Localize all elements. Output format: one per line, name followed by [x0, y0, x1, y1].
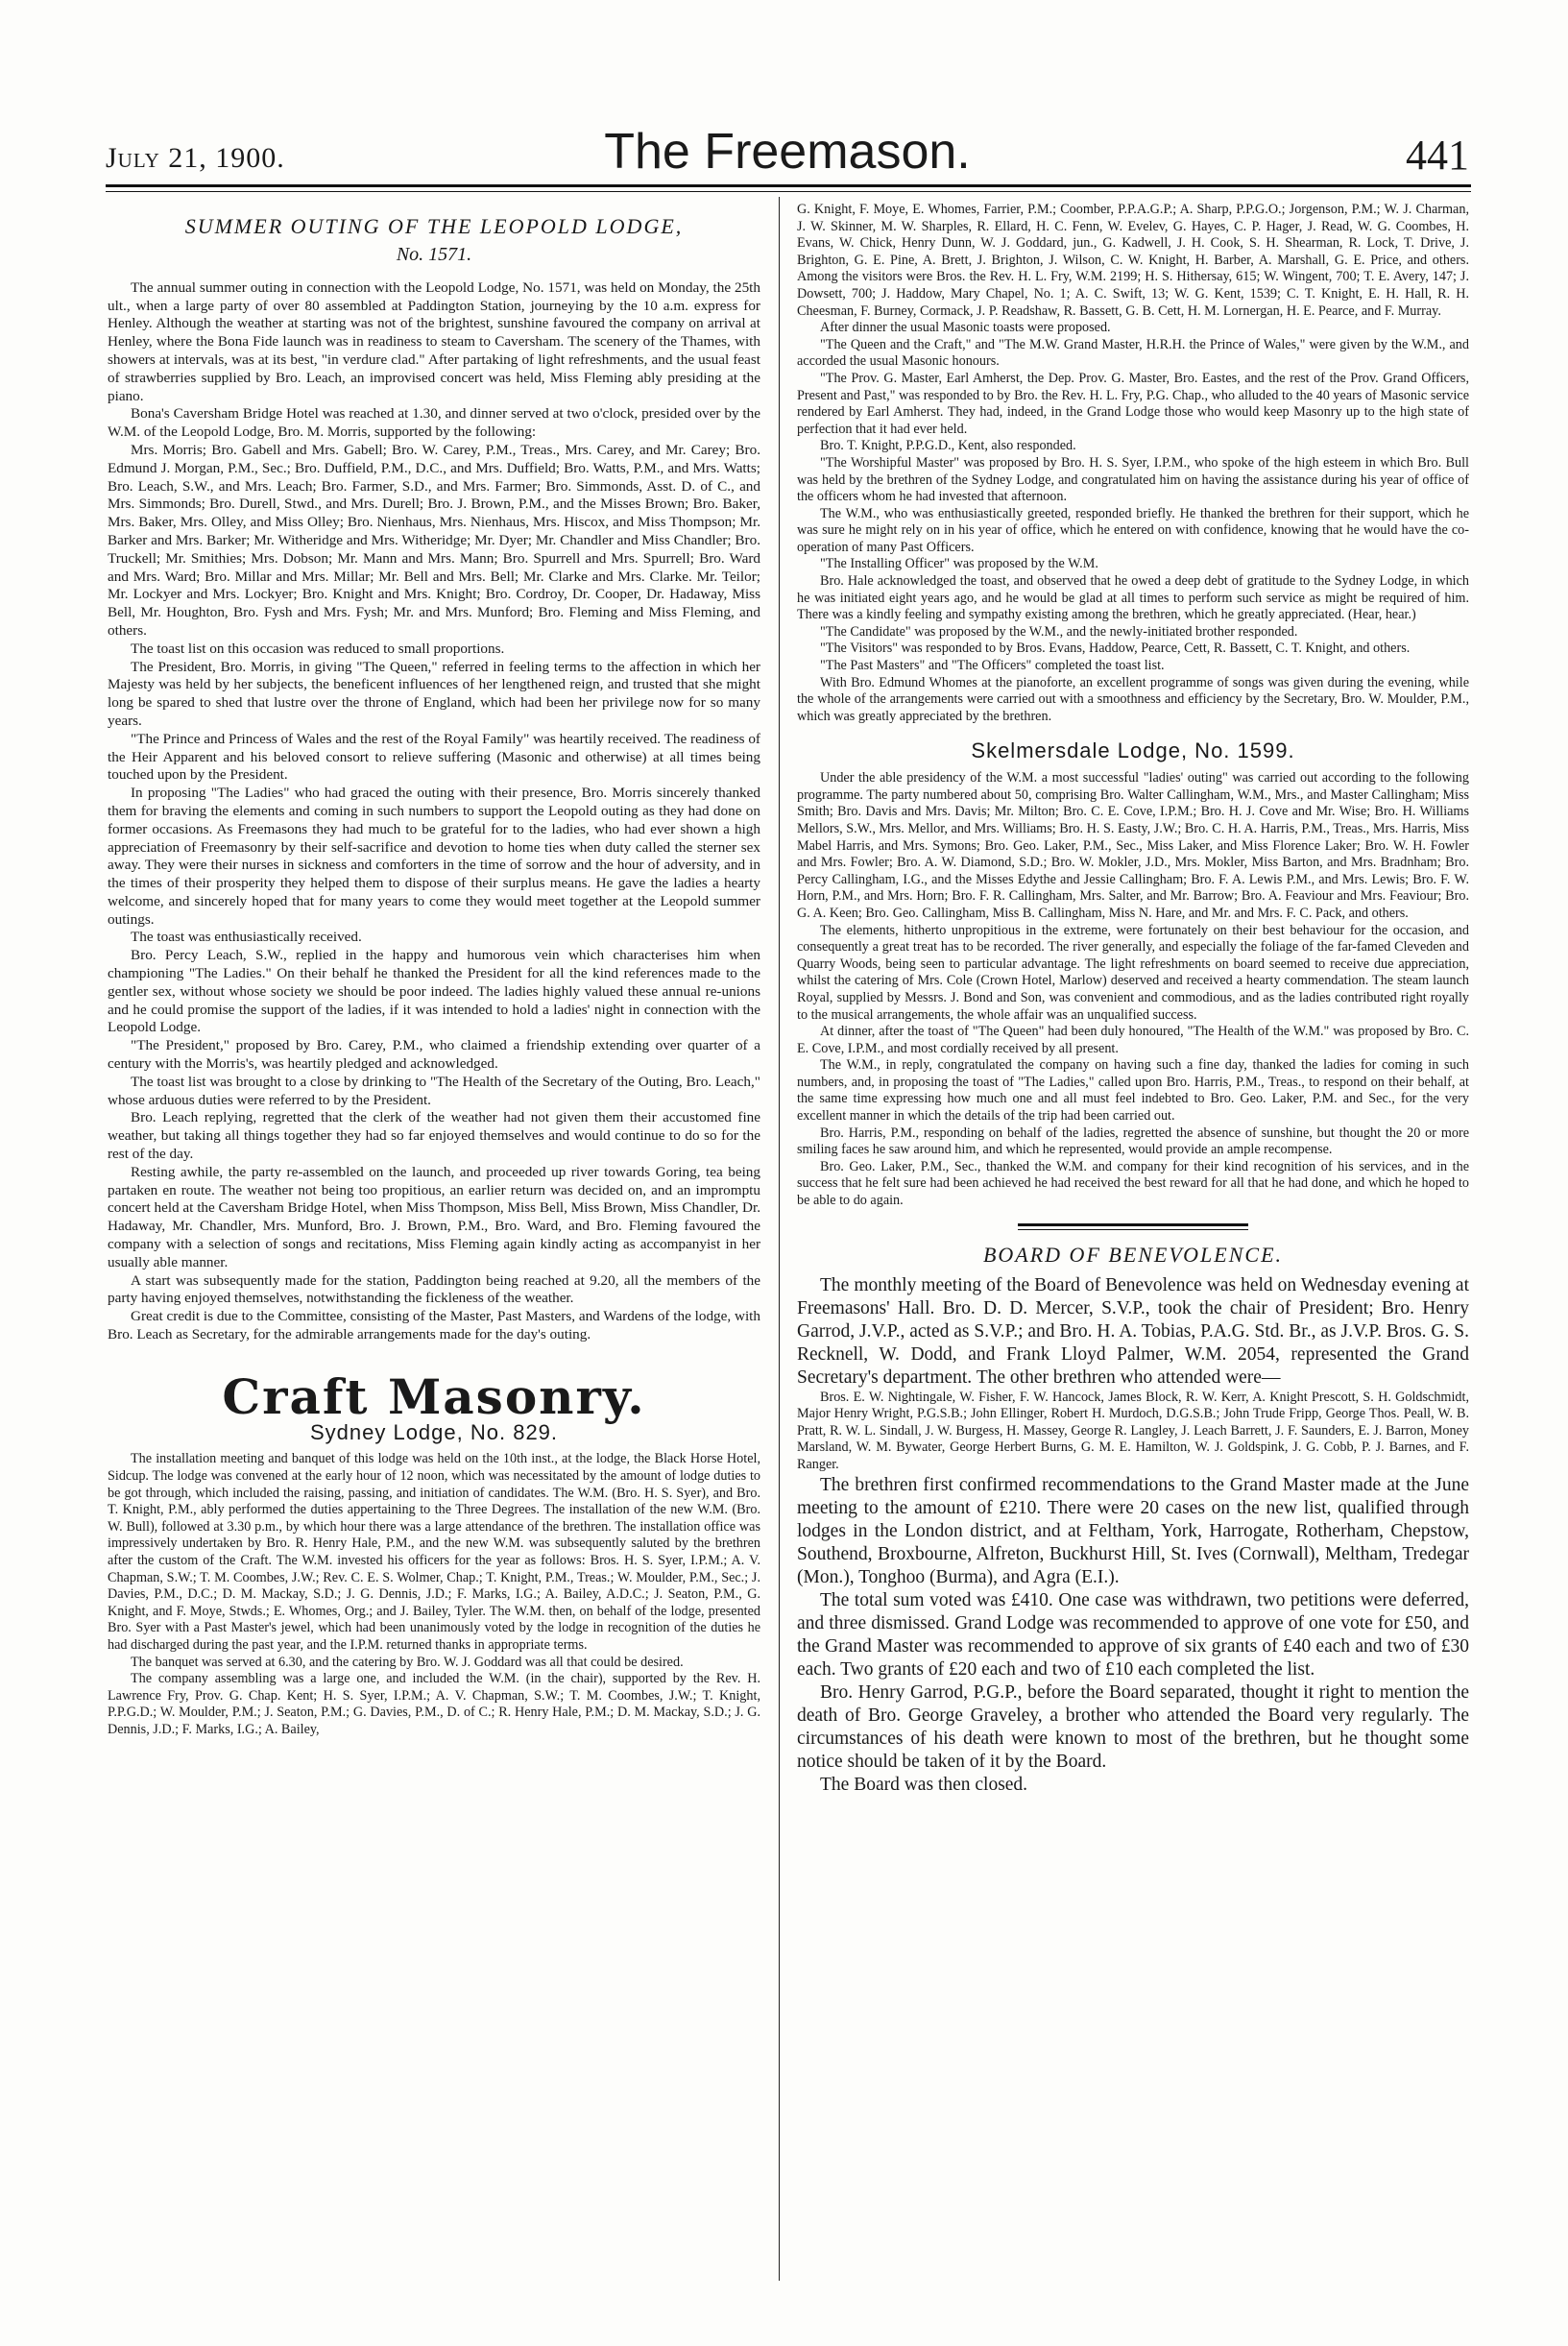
sydney-lodge-heading: Sydney Lodge, No. 829. — [309, 1419, 559, 1444]
article-paragraph: Bro. Henry Garrod, P.G.P., before the Board separated, thought it right to mention the death of Bro. George Graveley, a brother who attended the Board very regularly. The circumstances of his death were known to most of the brethren, but he thought some notice should be taken of it by the Board. — [797, 1681, 1469, 1772]
issue-date: July 21, 1900. — [106, 142, 285, 174]
left-column — [108, 202, 760, 1739]
article-paragraph: The Board was then closed. — [820, 1774, 1028, 1795]
article-paragraph: "The Visitors" was responded to by Bros. Evans, Haddow, Pearce, Cett, R. Bassett, C. T. Knight, and others. — [820, 641, 1411, 657]
article-paragraph: The toast was enthusiastically received. — [131, 929, 362, 946]
article-paragraph: The W.M., who was enthusiastically greeted, responded briefly. He thanked the brethren for their support, which he was sure he might rely on in his year of office, which he entered on with confidence, knowing that he would have the co-operation of many Past Officers. — [797, 505, 1469, 555]
page-number: 441 — [1406, 132, 1469, 179]
newspaper-title: The Freemason. — [604, 124, 971, 180]
column-divider — [779, 197, 780, 2281]
article-paragraph: Mrs. Morris; Bro. Gabell and Mrs. Gabell; Bro. W. Carey, P.M., Treas., Mrs. Carey, and Mr. Carey; Bro. Edmund J. Morgan, P.M., Sec.; Bro. Duffield, P.M., D.C., and Mrs. Duffield; Bro. Watts, P.M., and Mrs. Watts; Bro. Leach, S.W., and Mrs. Leach; Bro. Farmer, S.D., and Mrs. Farmer; Bro. Simmonds, Asst. D. of C., and Mrs. Simmonds; Bro. Durell, Stwd., and Mrs. Durell; Bro. J. Brown, P.M., and the Misses Brown; Bro. Baker, Mrs. Baker, Mrs. Olley, and Miss Olley; Bro. Nienhaus, Mrs. Nienhaus, Mrs. Hiscox, and Miss Thompson; Mr. Barker and Mrs. Barker; Mr. Witheridge and Mrs. Witheridge; Mr. Dyer; Mr. Chandler and Miss Chandler; Bro. Truckell; Mr. Smithies; Mrs. Dobson; Mr. Mann and Mrs. Mann; Bro. Spurrell and Mrs. Spurrell; Bro. Ward and Mrs. Ward; Bro. Millar and Mrs. Millar; Mr. Bell and Mrs. Bell; Mr. Clarke and Mrs. Clarke. Mr. Teilor; Mr. Lockyer and Mrs. Lockyer; Bro. Knight and Mrs. Knight; Bro. Cordroy, Dr. Cooper, Dr. Hadaway, Miss Bell, Mr. Houghton, Bro. Fysh and Mrs. Fysh; Mr. and Mrs. Munford; Bro. Fleming and Miss Fleming, and others. — [108, 441, 760, 639]
skelmersdale-lodge-heading: Skelmersdale Lodge, No. 1599. — [971, 738, 1295, 763]
article-paragraph: The toast list on this occasion was reduced to small proportions. — [131, 640, 505, 657]
summer-outing-heading: SUMMER OUTING OF THE LEOPOLD LODGE, — [184, 214, 684, 238]
article-paragraph: "The Worshipful Master" was proposed by Bro. H. S. Syer, I.P.M., who spoke of the high esteem in which Bro. Bull was held by the brethren of the Sydney Lodge, and congratulated him on having the assistance during his year of office of the officers whom he had invested that afternoon. — [797, 454, 1469, 505]
header-rule-thin — [106, 191, 1471, 192]
craft-masonry-heading: Craft Masonry. — [222, 1367, 646, 1425]
right-column — [797, 202, 1469, 1797]
article-paragraph: Bro. Leach replying, regretted that the clerk of the weather had not given them their accustomed fine weather, but taking all things together they had so far enjoyed themselves and would continue to do so for the rest of the day. — [108, 1109, 760, 1163]
article-paragraph: Bro. Harris, P.M., responding on behalf of the ladies, regretted the absence of sunshine, but thought the 20 or more smiling faces he saw around him, and which he represented, would provide an ample recompense. — [797, 1125, 1469, 1158]
benevolence-heading: BOARD OF BENEVOLENCE. — [982, 1242, 1284, 1267]
article-paragraph: After dinner the usual Masonic toasts were proposed. — [820, 320, 1111, 336]
article-paragraph: The installation meeting and banquet of this lodge was held on the 10th inst., at the lodge, the Black Horse Hotel, Sidcup. The lodge was convened at the early hour of 12 noon, which was necessitated by the amount of lodge duties to be got through, which included the raising, passing, and initiation of candidates. The W.M. (Bro. H. S. Syer), and Bro. T. Knight, P.M., ably performed the duties appertaining to the Three Degrees. The installation of the new W.M. (Bro. W. Bull), followed at 3.30 p.m., by which hour there was a large attendance of the brethren. The installation office was impressively undertaken by Bro. R. Henry Hale, P.M., and the new W.M. was subsequently saluted by the brethren after the custom of the Craft. The W.M. invested his officers for the year as follows: Bros. H. S. Syer, I.P.M.; A. V. Chapman, S.W.; T. M. Coombes, J.W.; Rev. C. E. S. Wolmer, Chap.; T. Knight, P.M., Treas.; W. Moulder, P.M., Sec.; J. Davies, P.M., D.C.; D. M. Mackay, S.D.; J. G. Dennis, J.D.; F. Marks, I.G.; A. Bailey, A.D.C.; J. Seaton, P.M., G. Knight, and F. Moye, Stwds.; E. Whomes, Org.; and J. Bailey, Tyler. The W.M. then, on behalf of the lodge, presented Bro. Syer with a Past Master's jewel, which had been unanimously voted by the lodge in recognition of the duties he had discharged during the past year, and the I.P.M. returned thanks in appropriate terms. — [108, 1451, 760, 1653]
article-paragraph: "The Candidate" was proposed by the W.M., and the newly-initiated brother responded. — [820, 623, 1298, 640]
article-paragraph: With Bro. Edmund Whomes at the pianoforte, an excellent programme of songs was given during the evening, while the whole of the arrangements were carried out with a smoothness and efficiency by the Secretary, Bro. W. Moulder, P.M., which was greatly appreciated by the brethren. — [797, 674, 1469, 724]
article-paragraph: The monthly meeting of the Board of Benevolence was held on Wednesday evening at Freemasons' Hall. Bro. D. D. Mercer, S.V.P., took the chair of President; Bro. Henry Garrod, J.V.P., acted as S.V.P.; and Bro. H. A. Tobias, P.A.G. Std. Br., as J.V.P. Bros. G. S. Recknell, W. Dodd, and Frank Lloyd Palmer, W.M. 2054, represented the Grand Secretary's department. The other brethren who attended were— — [797, 1274, 1469, 1388]
article-paragraph: At dinner, after the toast of "The Queen" had been duly honoured, "The Health of the W.M." was proposed by Bro. C. E. Cove, I.P.M., and most cordially received by all present. — [797, 1024, 1469, 1056]
article-paragraph: Bro. Geo. Laker, P.M., Sec., thanked the W.M. and company for their kind recognition of his services, and in the success that he felt sure had been achieved he had received the best reward for all that he had done, and which he hoped to be able to do again. — [797, 1158, 1469, 1209]
article-paragraph: Resting awhile, the party re-assembled on the launch, and proceeded up river towards Goring, tea being partaken en route. The weather not being too propitious, an earlier return was decided on, and an impromptu concert held at the Caversham Bridge Hotel, when Miss Thompson, Miss Bell, Miss Brown, Miss Chandler, Dr. Hadaway, Mr. Chandler, Mrs. Munford, Bro. J. Brown, P.M., Bro. Ward, and Bro. Fleming favoured the company with a selection of songs and recitations, Miss Fleming again kindly acting as accompanyist in her usually able manner. — [108, 1163, 760, 1270]
article-paragraph: Bro. Hale acknowledged the toast, and observed that he owed a deep debt of gratitude to the Sydney Lodge, in which he was initiated eight years ago, and he would be glad at all times to perform such service as might be required of him. There was a kindly feeling and sympathy existing among the brethren, which he greatly appreciated. (Hear, hear.) — [797, 573, 1469, 623]
article-paragraph: "The Queen and the Craft," and "The M.W. Grand Master, H.R.H. the Prince of Wales," were given by the W.M., and accorded the usual Masonic honours. — [797, 336, 1469, 370]
article-paragraph: Under the able presidency of the W.M. a most successful "ladies' outing" was carried out according to the following programme. The party numbered about 50, comprising Bro. Walter Callingham, W.M., Mrs., and Master Callingham; Miss Smith; Bro. Davis and Mrs. Davis; Mr. Milton; Bro. C. E. Cove, I.P.M.; Bro. H. J. Cove and Mr. Wise; Bro. H. Williams Mellors, S.W., Mrs. Mellor, and Mrs. Williams; Bro. H. S. Easty, J.W.; Bro. C. H. A. Harris, P.M., Treas., Mrs. Harris, Miss Mabel Harris, and Mrs. Symons; Bro. Geo. Laker, P.M., Sec., Miss Laker, and Miss Florence Laker; Bro. W. H. Fowler and Mrs. Fowler; Bro. A. W. Diamond, S.D.; Bro. W. Mokler, J.D., Mrs. Mokler, Miss Barton, and Mrs. Bradnham; Bro. Percy Callingham, I.G., and the Misses Edythe and Jessie Callingham; Bro. F. A. Lewis P.M., and Mrs. Lewis; Bro. F. W. Horn, P.M., and Mrs. Horn; Bro. F. R. Callingham, Mrs. Salter, and Mr. Barrow; Bro. A. Feaviour and Mrs. Feaviour; Bro. G. A. Keen; Bro. Geo. Callingham, Miss B. Callingham, Miss N. Hare, and Mr. and Mrs. F. C. Pack, and others. — [797, 770, 1469, 921]
article-paragraph: The brethren first confirmed recommendations to the Grand Master made at the June meeting to the amount of £210. There were 20 cases on the new list, qualified through lodges in the London district, and at Feltham, York, Harrogate, Rotherham, Chepstow, Southend, Broxbourne, Alfreton, Buckhurst Hill, St. Ives (Cornwall), Meltham, Tredegar (Mon.), Tonghoo (Burma), and Agra (E.I.). — [797, 1474, 1469, 1587]
article-paragraph: "The Past Masters" and "The Officers" completed the toast list. — [820, 658, 1165, 674]
article-paragraph: In proposing "The Ladies" who had graced the outing with their presence, Bro. Morris sincerely thanked them for braving the elements and coming in such numbers to support the Leopold outing as they had done on former occasions. As Freemasons they had much to be grateful for to the ladies, who had ever shown a high appreciation of Freemasonry by their self-sacrifice and devotion to home ties when duty called the sterner sex away. They were their nurses in sickness and comforters in the time of sorrow and the hour of adversity, and in the times of their prosperity they helped them to dispose of their surplus means. He gave the ladies a hearty welcome, and sincerely hoped that for many years to come they would meet together at the Leopold summer outings. — [108, 785, 760, 928]
article-paragraph: The total sum voted was £410. One case was withdrawn, two petitions were deferred, and three dismissed. Grand Lodge was recommended to approve of one vote for £50, and the Grand Master was recommended to approve of six grants of £40 each and two of £30 each. Two grants of £20 each and two of £10 each completed the list. — [797, 1589, 1469, 1680]
article-paragraph: Bro. Percy Leach, S.W., replied in the happy and humorous vein which characterises him when championing "The Ladies." On their behalf he thanked the President for all the kind references made to the gentler sex, without whose society we should be poor indeed. The ladies highly valued these annual re-unions and he could promise the support of the ladies, if it was intended to hold a ladies' night in connection with the Leopold Lodge. — [108, 947, 760, 1036]
article-paragraph: The banquet was served at 6.30, and the catering by Bro. W. J. Goddard was all that could be desired. — [131, 1654, 684, 1670]
article-paragraph: "The President," proposed by Bro. Carey, P.M., who claimed a friendship extending over quarter of a century with the Morris's, was heartily pledged and acknowledged. — [108, 1037, 760, 1073]
article-paragraph: The President, Bro. Morris, in giving "The Queen," referred in feeling terms to the affection in which her Majesty was held by her subjects, the beneficent influences of her lengthened reign, and trusted that she might long be spared to shed that lustre over the throne of England, which had been her privilege now for so many years. — [108, 658, 760, 729]
article-paragraph: Bros. E. W. Nightingale, W. Fisher, F. W. Hancock, James Block, R. W. Kerr, A. Knight Prescott, S. H. Goldschmidt, Major Henry Wright, P.G.S.B.; John Ellinger, Robert H. Murdoch, D.G.S.B.; John Trude Fripp, George Thos. Peall, W. B. Pratt, R. W. L. Sindall, J. W. Burgess, H. Massey, George R. Langley, J. Leach Barrett, J. F. Saunders, E. J. Barron, Money Marsland, W. M. Bywater, George Herbert Burns, G. M. E. Hamilton, W. J. Goldspink, J. G. Cobb, P. J. Barnes, and F. Ranger. — [797, 1389, 1469, 1473]
article-paragraph: "The Prince and Princess of Wales and the rest of the Royal Family" was heartily received. The readiness of the Heir Apparent and his beloved consort to relieve suffering (Masonic and otherwise) at all times being touched upon by the President. — [108, 730, 760, 784]
masthead — [106, 123, 1469, 181]
article-paragraph: Great credit is due to the Committee, consisting of the Master, Past Masters, and Wardens of the lodge, with Bro. Leach as Secretary, for the admirable arrangements made for the day's outing. — [108, 1308, 760, 1343]
article-paragraph: The company assembling was a large one, and included the W.M. (in the chair), supported by the Rev. H. Lawrence Fry, Prov. G. Chap. Kent; H. S. Syer, I.P.M.; A. V. Chapman, S.W.; T. M. Coombes, J.W.; T. Knight, P.P.G.D.; W. Moulder, P.M.; J. Seaton, P.M.; G. Davies, P.M., D. of C.; R. Henry Hale, P.M.; D. M. Mackay, S.D.; J. G. Dennis, J.D.; F. Marks, I.G.; A. Bailey, — [108, 1671, 760, 1737]
article-paragraph: G. Knight, F. Moye, E. Whomes, Farrier, P.M.; Coomber, P.P.A.G.P.; A. Sharp, P.P.G.O.; Jorgenson, P.M.; W. J. Charman, J. W. Skinner, M. W. Sharples, R. Ellard, H. C. Fenn, W. Evelev, G. Hayes, C. P. Hager, J. Read, W. G. Coombes, H. Evans, W. Chick, Henry Dunn, W. J. Goddard, jun., G. Kadwell, J. H. Cook, S. H. Shearman, R. Lock, T. Drive, J. Brighton, G. E. Pine, A. Brett, J. Brighton, J. Wilson, C. W. Knight, H. Barber, A. Marshall, G. E. Price, and others. Among the visitors were Bros. the Rev. H. L. Fry, W.M. 2199; H. S. Hithersay, 615; W. Wingent, 700; T. E. Avery, 147; J. Dowsett, 700; J. Haddow, Mary Chapel, No. 1; A. C. Swift, 13; W. G. Kent, 1539; C. T. Knight, E. H. Hall, R. H. Cheesman, F. Burney, Cormack, J. P. Readshaw, R. Bassett, G. B. Cett, H. M. Lornergan, H. E. Pearce, and F. Murray. — [797, 202, 1469, 319]
summer-outing-lodge-number: No. 1571. — [396, 244, 472, 265]
article-paragraph: The annual summer outing in connection with the Leopold Lodge, No. 1571, was held on Monday, the 25th ult., when a large party of over 80 assembled at Paddington Station, journeying by the 10 a.m. express for Henley. Although the weather at starting was not of the brightest, sunshine favoured the company on arrival at Henley, where the Bona Fide launch was in readiness to steam to Caversham. The scenery of the Thames, with showers at intervals, was at its best, "in verdure clad." After partaking of light refreshments, and the usual feast of strawberries supplied by Bro. Leach, an improvised concert was held, Miss Fleming ably presiding at the piano. — [108, 278, 760, 404]
article-paragraph: The toast list was brought to a close by drinking to "The Health of the Secretary of the Outing, Bro. Leach," whose arduous duties were referred to by the President. — [108, 1073, 760, 1108]
section-divider — [1018, 1223, 1248, 1230]
article-paragraph: The W.M., in reply, congratulated the company on having such a fine day, thanked the ladies for coming in such numbers, and, in proposing the toast of "The Ladies," called upon Bro. Harris, P.M., Treas., to respond on their behalf, at the same time expressing how much one and all must feel indebted to Bro. Geo. Laker, P.M. and Sec., for the very excellent manner in which the details of the trip had been carried out. — [797, 1057, 1469, 1125]
article-paragraph: Bro. T. Knight, P.P.G.D., Kent, also responded. — [820, 438, 1076, 454]
header-rule-thick — [106, 184, 1471, 187]
article-paragraph: A start was subsequently made for the station, Paddington being reached at 9.20, all the members of the party having enjoyed themselves, notwithstanding the fickleness of the weather. — [108, 1271, 760, 1307]
article-paragraph: The elements, hitherto unpropitious in the extreme, were fortunately on their best behaviour for the occasion, and consequently a great treat has to be recorded. The river generally, and especially the foliage of the far-famed Cleveden and Quarry Woods, being seen to particular advantage. The light refreshments on board seemed to receive due appreciation, whilst the catering of Mrs. Cole (Crown Hotel, Marlow) deserved and received a hearty commendation. The steam launch Royal, supplied by Messrs. J. Bond and Son, was convenient and commodious, and as the ladies contributed right royally to the musical arrangements, the whole affair was an unqualified success. — [797, 922, 1469, 1023]
article-paragraph: "The Prov. G. Master, Earl Amherst, the Dep. Prov. G. Master, Bro. Eastes, and the rest of the Prov. Grand Officers, Present and Past," was responded to by Bro. the Rev. H. L. Fry, P.G. Chap., who alluded to the 40 years of Masonic service rendered by Earl Amherst. They had, indeed, in the Grand Lodge those who would keep Masonry up to the high state of perfection that it had ever held. — [797, 370, 1469, 437]
article-paragraph: "The Installing Officer" was proposed by the W.M. — [820, 556, 1098, 572]
article-paragraph: Bona's Caversham Bridge Hotel was reached at 1.30, and dinner served at two o'clock, presided over by the W.M. of the Leopold Lodge, Bro. M. Morris, supported by the following: — [108, 405, 760, 441]
